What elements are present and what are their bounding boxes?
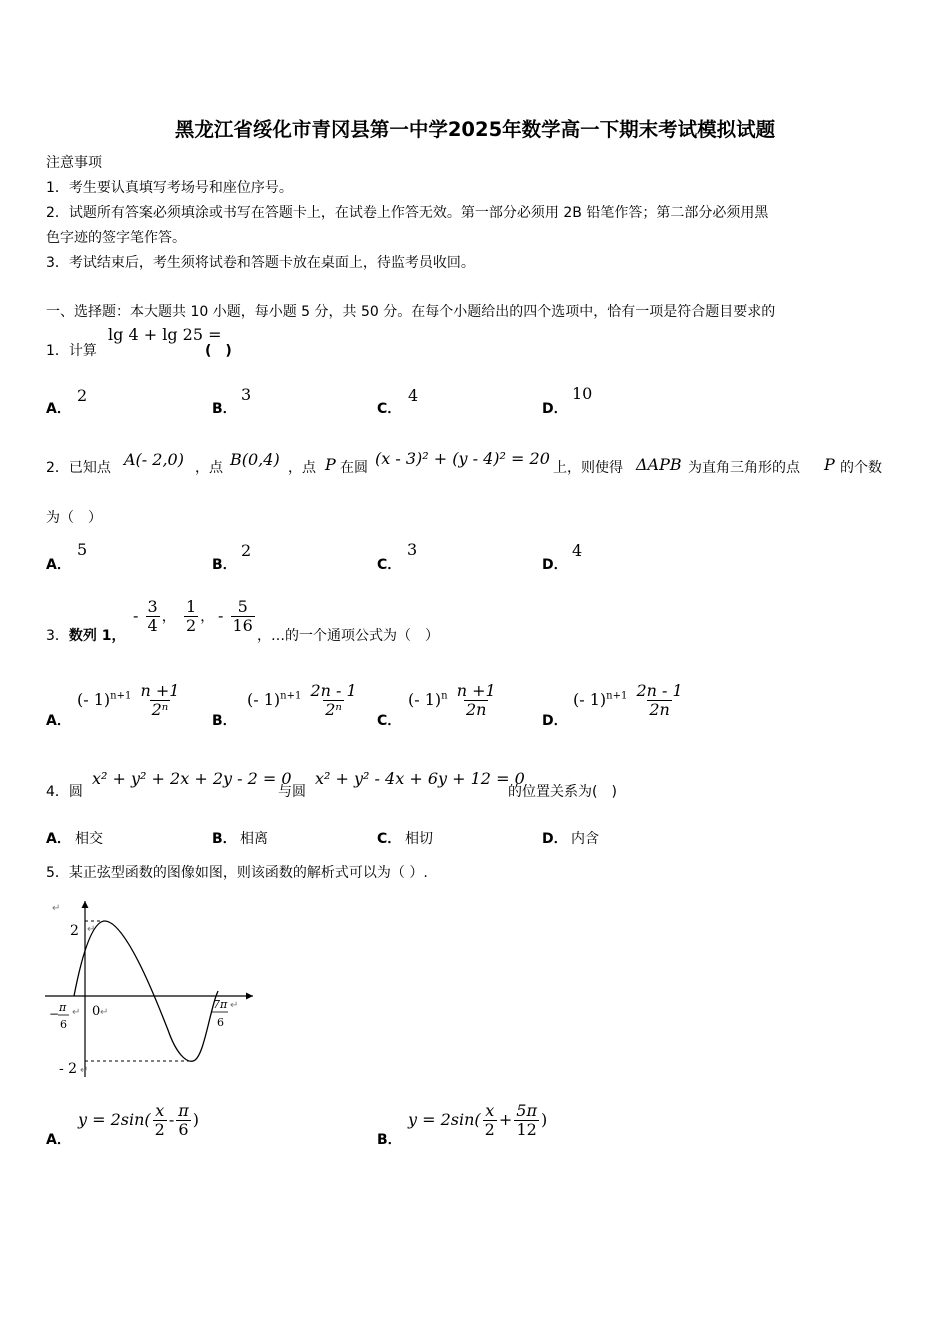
notice-item: 3．考试结束后，考生须将试卷和答题卡放在桌面上，待监考员收回。 xyxy=(46,255,475,271)
return-mark: ↵ xyxy=(87,924,96,935)
notice-item: 2．试题所有答案必须填涂或书写在答题卡上，在试卷上作答无效。第一部分必须用 2B 铅笔作答；第二部分必须用黑 xyxy=(46,205,769,221)
q3-option-a-exp: n+1 xyxy=(110,690,132,702)
q1-option-a[interactable]: 2 xyxy=(77,386,88,405)
q5-option-b[interactable] xyxy=(408,1102,547,1139)
return-mark: ↵ xyxy=(100,1007,109,1018)
q3-option-a-num: n +1 xyxy=(140,681,180,700)
q1-text: 计算 xyxy=(68,343,97,359)
q1-option-a-label: A． xyxy=(46,401,71,417)
q2-stem xyxy=(46,457,111,477)
q3-option-c-label: C． xyxy=(377,713,402,729)
q2-point-p: P xyxy=(325,455,336,474)
q4-option-c-label: C． xyxy=(377,831,402,847)
q2-text: 在圆 xyxy=(340,460,368,476)
q2-text: ，点 xyxy=(288,460,316,476)
q2-text: ，点 xyxy=(195,460,223,476)
q4-text: 的位置关系为( ) xyxy=(508,784,617,800)
q4-stem xyxy=(46,781,83,801)
notice-item: 色字迹的签字笔作答。 xyxy=(46,230,186,246)
q3-term1-den: 4 xyxy=(147,616,158,635)
sine-graph xyxy=(40,895,265,1085)
q2-number: 2． xyxy=(46,460,69,476)
q4-text: 与圆 xyxy=(278,784,306,800)
q2-option-c-label: C． xyxy=(377,557,402,573)
return-mark: ↵ xyxy=(80,1065,89,1076)
q3-term-1 xyxy=(133,598,176,635)
q3-term1-num: 3 xyxy=(147,597,158,616)
q3-term-3 xyxy=(218,598,257,635)
q2-triangle: ΔAPB xyxy=(636,455,682,474)
q5-option-a[interactable] xyxy=(78,1102,199,1139)
q3-option-b-exp: n+1 xyxy=(280,690,302,702)
q3-option-a[interactable] xyxy=(77,682,183,719)
notice-heading: 注意事项 xyxy=(46,155,102,171)
q2-option-d-label: D． xyxy=(542,557,568,573)
q2-text: 的个数 xyxy=(840,460,882,476)
q4-option-a-label: A． xyxy=(46,831,71,847)
q3-term3-num: 5 xyxy=(237,597,248,616)
q3-stem xyxy=(46,625,126,645)
q3-option-d-base: (- 1) xyxy=(573,690,607,709)
q1-option-d-label: D． xyxy=(542,401,568,417)
q5-option-a-op: - xyxy=(168,1110,175,1129)
q5-option-a-den1: 2 xyxy=(154,1120,165,1139)
q4-text: 圆 xyxy=(68,784,83,800)
minus-sign: - xyxy=(133,606,139,625)
q2-option-a-label: A． xyxy=(46,557,71,573)
q3-option-d-exp: n+1 xyxy=(606,690,628,702)
q1-stem xyxy=(46,340,97,360)
q4-option-b-label: B． xyxy=(212,831,237,847)
q2-option-b-label: B． xyxy=(212,557,237,573)
x-left-sign: − xyxy=(49,1007,60,1021)
q1-number: 1． xyxy=(46,343,69,359)
q5-option-a-close: ) xyxy=(192,1110,200,1129)
comma: ， xyxy=(161,609,176,625)
x-right-num: 7π xyxy=(213,998,228,1011)
q4-option-d-label: D． xyxy=(542,831,568,847)
q4-option-a[interactable]: 相交 xyxy=(75,831,103,847)
q3-text: ，…的一个通项公式为（ ） xyxy=(257,628,439,644)
q5-option-a-den2: 6 xyxy=(178,1120,189,1139)
q4-option-d[interactable]: 内含 xyxy=(571,831,599,847)
q1-paren: ( ) xyxy=(205,343,232,359)
q4-circle-1: x² + y² + 2x + 2y - 2 = 0 xyxy=(92,769,292,788)
q3-option-d[interactable] xyxy=(573,682,687,719)
q2-option-b[interactable]: 2 xyxy=(241,541,252,560)
q2-text: 为直角三角形的点 xyxy=(688,460,800,476)
q3-text: 数列 1， xyxy=(68,628,126,644)
q3-option-b-label: B． xyxy=(212,713,237,729)
q1-option-c[interactable]: 4 xyxy=(408,386,419,405)
q4-circle-2: x² + y² - 4x + 6y + 12 = 0 xyxy=(315,769,525,788)
q2-circle-equation: (x - 3)² + (y - 4)² = 20 xyxy=(375,449,550,468)
q5-text: 某正弦型函数的图像如图，则该函数的解析式可以为（ ）. xyxy=(68,865,428,881)
q3-option-d-den: 2n xyxy=(649,700,670,719)
q3-option-c-base: (- 1) xyxy=(408,690,442,709)
q2-option-c[interactable]: 3 xyxy=(407,540,418,559)
q4-number: 4． xyxy=(46,784,69,800)
q1-option-b[interactable]: 3 xyxy=(241,385,252,404)
q3-option-c-den: 2n xyxy=(465,700,487,719)
q5-option-a-num2: π xyxy=(178,1101,189,1120)
q5-option-b-lhs: y = 2sin( xyxy=(408,1110,481,1129)
q2-text: 上，则使得 xyxy=(553,460,623,476)
q5-stem xyxy=(46,862,428,882)
q3-term2-den: 2 xyxy=(186,616,197,635)
y-min-label: - 2 xyxy=(59,1061,78,1077)
q3-option-d-label: D． xyxy=(542,713,568,729)
q5-option-b-den1: 2 xyxy=(484,1120,495,1139)
q5-option-b-close: ) xyxy=(540,1110,548,1129)
q1-option-d[interactable]: 10 xyxy=(572,384,593,403)
q5-option-a-num1: x xyxy=(155,1101,165,1120)
q1-option-c-label: C． xyxy=(377,401,402,417)
x-left-num: π xyxy=(59,1001,67,1014)
q3-option-c-exp: n xyxy=(441,690,448,702)
q3-term-2 xyxy=(182,598,214,635)
comma: ， xyxy=(200,609,215,625)
return-mark: ↵ xyxy=(72,1007,81,1018)
x-right-den: 6 xyxy=(217,1016,224,1029)
q3-option-c[interactable] xyxy=(408,682,500,719)
section-heading: 一、选择题：本大题共 10 小题，每小题 5 分，共 50 分。在每个小题给出的四个选项中，恰有一项是符合题目要求的 xyxy=(46,304,776,320)
q3-number: 3． xyxy=(46,628,69,644)
q2-option-a[interactable]: 5 xyxy=(77,540,88,559)
origin-label: 0 xyxy=(92,1004,101,1019)
q3-term2-num: 1 xyxy=(186,597,197,616)
y-max-label: 2 xyxy=(70,923,79,939)
q5-option-b-num1: x xyxy=(485,1101,495,1120)
q3-option-b-den: 2ⁿ xyxy=(325,700,342,719)
q5-option-b-op: + xyxy=(498,1110,513,1129)
q5-option-a-label: A． xyxy=(46,1132,71,1148)
q5-number: 5． xyxy=(46,865,69,881)
q3-option-b-num: 2n - 1 xyxy=(310,681,357,700)
q2-text-line2: 为（ ） xyxy=(46,510,102,526)
q5-option-b-num2: 5π xyxy=(516,1101,537,1120)
q2-point-p: P xyxy=(824,455,835,474)
q3-term3-den: 16 xyxy=(232,616,253,635)
page-title: 黑龙江省绥化市青冈县第一中学2025年数学高一下期末考试模拟试题 xyxy=(174,118,776,141)
q2-text: 已知点 xyxy=(68,460,111,476)
x-left-den: 6 xyxy=(60,1018,67,1031)
q4-option-c[interactable]: 相切 xyxy=(405,831,433,847)
q4-option-b[interactable]: 相离 xyxy=(240,831,268,847)
minus-sign: - xyxy=(218,606,224,625)
q3-option-b[interactable] xyxy=(247,682,361,719)
q2-point-b: B(0,4) xyxy=(230,450,280,469)
q2-point-a: A(- 2,0) xyxy=(124,450,184,469)
sine-curve xyxy=(74,921,218,1061)
q3-option-a-den: 2ⁿ xyxy=(151,700,169,719)
q5-option-a-lhs: y = 2sin( xyxy=(78,1110,151,1129)
return-mark: ↵ xyxy=(230,1000,239,1011)
q1-option-b-label: B． xyxy=(212,401,237,417)
notice-item: 1．考生要认真填写考场号和座位序号。 xyxy=(46,180,293,196)
q3-option-c-num: n +1 xyxy=(456,681,496,700)
q3-option-a-label: A． xyxy=(46,713,71,729)
q3-option-a-base: (- 1) xyxy=(77,690,111,709)
q3-option-b-base: (- 1) xyxy=(247,690,281,709)
q2-option-d[interactable]: 4 xyxy=(572,541,583,560)
q5-option-b-den2: 12 xyxy=(516,1120,537,1139)
q3-option-d-num: 2n - 1 xyxy=(636,681,683,700)
return-mark: ↵ xyxy=(52,903,61,914)
q5-option-b-label: B． xyxy=(377,1132,402,1148)
q1-expression: lg 4 + lg 25 = xyxy=(108,325,222,344)
